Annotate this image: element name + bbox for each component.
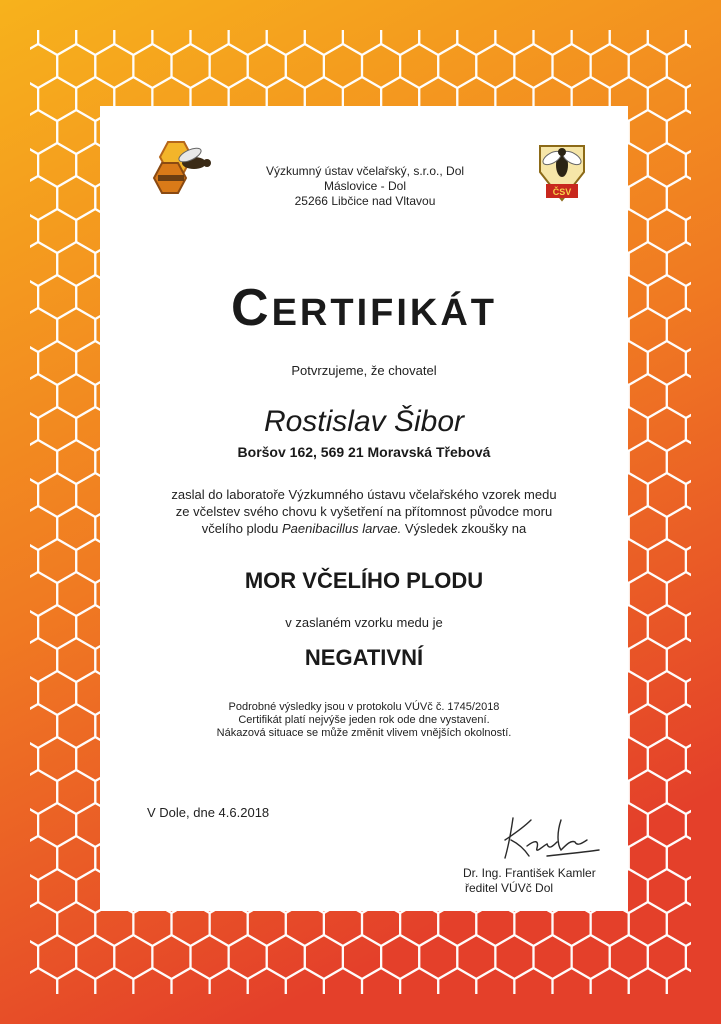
title-first-letter: C bbox=[231, 279, 272, 337]
institute-name: Výzkumný ústav včelařský, s.r.o., Dol bbox=[265, 164, 465, 178]
institute-address bbox=[230, 164, 500, 209]
crest-text: ČSV bbox=[552, 187, 572, 197]
breeder-name: Rostislav Šibor bbox=[263, 405, 465, 438]
breeder-address: Boršov 162, 569 21 Moravská Třebová bbox=[237, 444, 491, 460]
signer bbox=[463, 866, 596, 896]
certificate-title bbox=[100, 278, 628, 338]
body-line-3-suffix: Výsledek zkoušky na bbox=[401, 521, 527, 536]
institute-postal: 25266 Libčice nad Vltavou bbox=[294, 194, 436, 208]
bee-crest-logo bbox=[532, 138, 592, 204]
notes-line-2: Certifikát platí nejvýše jeden rok ode dne vystavení. bbox=[238, 714, 490, 726]
institute-locality: Máslovice - Dol bbox=[323, 179, 407, 193]
disease-name: MOR VČELÍHO PLODU bbox=[244, 568, 484, 593]
notes-line-3: Nákazová situace se může změnit vlivem vnějších okolností. bbox=[216, 727, 512, 739]
body-line-3 bbox=[130, 520, 598, 537]
sample-text: v zaslaném vzorku medu je bbox=[285, 615, 443, 630]
body-line-2: ze včelstev svého chovu k vyšetření na přítomnost původce moru bbox=[175, 504, 553, 519]
signer-name: Dr. Ing. František Kamler bbox=[463, 866, 596, 880]
notes bbox=[160, 701, 568, 740]
place-date: V Dole, dne 4.6.2018 bbox=[147, 805, 270, 820]
title-rest: ERTIFIKÁT bbox=[271, 292, 497, 334]
signature bbox=[495, 810, 605, 865]
species-name: Paenibacillus larvae. bbox=[281, 521, 402, 536]
body-line-1: zaslal do laboratoře Výzkumného ústavu včelařského vzorek medu bbox=[171, 487, 557, 502]
test-result: NEGATIVNÍ bbox=[304, 645, 424, 670]
intro-text: Potvrzujeme, že chovatel bbox=[291, 363, 437, 378]
bee-hexagon-logo bbox=[150, 137, 218, 197]
signer-role: ředitel VÚVč Dol bbox=[465, 881, 554, 895]
body-text bbox=[130, 486, 598, 537]
body-line-3-prefix: včelího plodu bbox=[201, 521, 282, 536]
notes-line-1: Podrobné výsledky jsou v protokolu VÚVč č. 1745/2018 bbox=[228, 701, 500, 713]
